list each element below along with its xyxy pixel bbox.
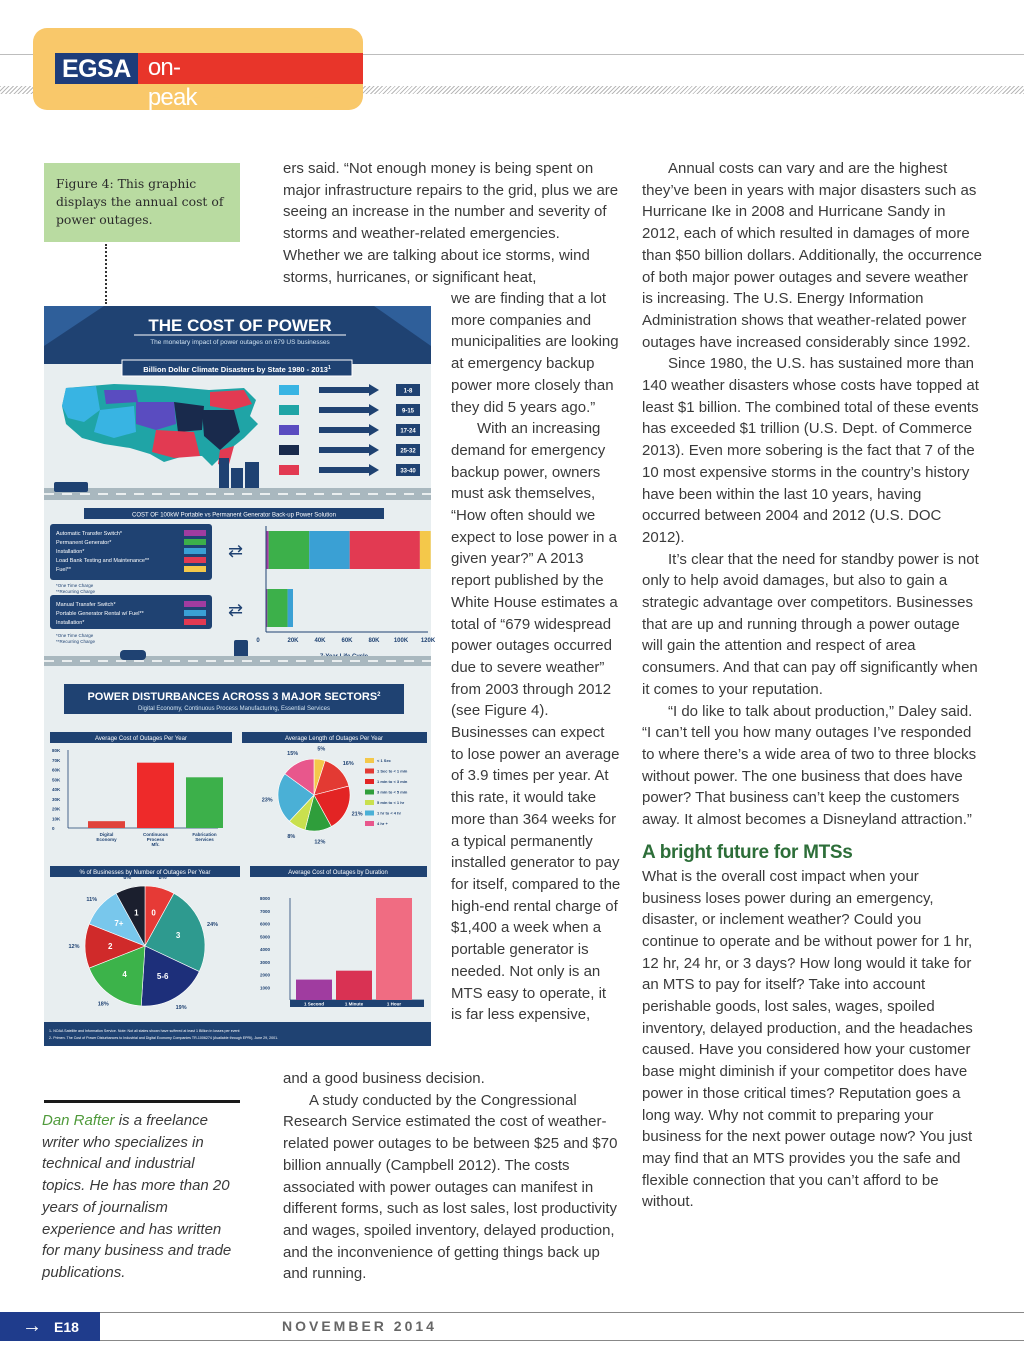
body-narrow-column xyxy=(451,288,621,1026)
chart1-ytick: 70K xyxy=(52,757,61,763)
section-badge xyxy=(33,28,363,110)
chart2-legend-swatch xyxy=(365,821,374,826)
chart2-percent-label: 23% xyxy=(261,797,273,804)
chart3-percent-label: 11% xyxy=(86,897,98,904)
cost-axis-tick: 0 xyxy=(256,638,260,644)
chart1-ytick: 60K xyxy=(52,767,61,773)
portable-item-1: Manual Transfer Switch* xyxy=(56,602,116,608)
lower-paragraph-1: and a good business decision. xyxy=(283,1070,485,1087)
chart2-percent-label: 16% xyxy=(342,760,354,767)
chart4-title: Average Cost of Outages by Duration xyxy=(288,870,388,876)
chart2-percent-label: 12% xyxy=(314,839,326,846)
right-paragraph-1: Annual costs can vary and are the highest they’ve been in years with major disasters such as Hurricane Ike in 2008 and Hurricane Sandy in 2012, each of which resulted in damages of more than $50 billion dollars. Additionally, the occurrence of both major power outages and severe weather is increasing. The U.S. Energy Information Administration shows that weather-related power outages have increased considerably since 1992. xyxy=(642,160,982,351)
footnote-band xyxy=(44,1022,431,1046)
swatch-rental xyxy=(184,610,206,616)
permanent-item-4: Load Bank Testing and Maintenance** xyxy=(56,558,150,564)
swatch-fuel xyxy=(184,566,206,572)
chart1-category-label: Continuous xyxy=(143,832,168,837)
chart2-legend-swatch xyxy=(365,758,374,763)
page-number: E18 xyxy=(54,1318,79,1335)
permanent-item-3: Installation* xyxy=(56,549,85,555)
right-paragraph-3: It’s clear that the need for standby power is not only to help avoid damages, but also to gain a strategic advantage over competitors. Businesses that are up and running through a power outage will gain the attention and respect of area consumers. And that can pay off significantly when it comes to your reputation. xyxy=(642,550,979,698)
swatch-ats xyxy=(184,530,206,536)
chart1-category-label: Economy xyxy=(96,837,117,842)
section-heading: A bright future for MTSs xyxy=(642,841,853,863)
portable-item-3: Installation* xyxy=(56,620,85,626)
chart2-legend-label: 5 min to < 1 hr xyxy=(377,800,405,805)
building-1 xyxy=(219,458,229,488)
caption-leader-line xyxy=(105,244,107,304)
chart4-bar xyxy=(336,971,372,1000)
infographic-footnote-1: 1- NOAA Satellite and Information Service. Note: Not all states shown have suffered at least 1 Billion in losses per event xyxy=(49,1029,240,1033)
infographic-svg xyxy=(44,306,436,1046)
permanent-notes xyxy=(56,583,96,594)
legend-label-4: 25-32 xyxy=(400,448,416,455)
body-lower-column xyxy=(283,1068,619,1285)
lower-paragraph-2: A study conducted by the Congressional Research Service estimated the cost of weather-related power outages to be between $25 and $70 billion annually (Campbell 2012). The costs associated with power outages can manifest in different forms, such as lost sales, lost productivity and wages, spoiled inventory, delayed production, and the inconvenience of getting things back up and running. xyxy=(283,1091,618,1283)
chart3-slice-label: 4 xyxy=(122,970,127,980)
figure-caption: Figure 4: This graphic displays the annual cost of power outages. xyxy=(44,163,240,242)
legend-label-2: 9-15 xyxy=(401,408,415,415)
chart1-ytick: 80K xyxy=(52,748,61,753)
chart4-ytick: 2000 xyxy=(260,972,271,978)
section-name-a: on-peak xyxy=(147,54,197,111)
legend-swatch-4 xyxy=(279,445,299,455)
infographic xyxy=(44,306,436,1046)
chart3-slice-label: 3 xyxy=(175,931,181,941)
chart4-category-label: 1 Minute xyxy=(344,1001,364,1007)
chart3-percent-label: 8% xyxy=(123,875,132,882)
portable-item-2: Portable Generator Rental w/ Fuel** xyxy=(56,611,144,617)
swatch-install xyxy=(184,548,206,554)
chart2-legend-label: < 1 Sec xyxy=(377,758,391,763)
chart3-slice-label: 5-6 xyxy=(156,971,169,981)
permanent-note-2: **Recurring Charge xyxy=(56,589,96,594)
chart1-bar xyxy=(88,821,125,828)
chart3-percent-label: 8% xyxy=(158,875,167,882)
chart4-ytick: 6000 xyxy=(260,921,271,927)
chart1-title: Average Cost of Outages Per Year xyxy=(95,736,187,742)
chart2-legend-label: 1 hr to < 4 hr xyxy=(377,810,402,816)
right-paragraph-2: Since 1980, the U.S. has sustained more than 140 weather disasters whose costs have topped at least $1 billion. The combined total of these events has exceeded $1 trillion (U.S. Dept. of Commerce 2013). Even more sobering is the fact that 7 of the 10 most expensive storms in the country’s history have been within the last 10 years, having occurred between 2004 and 2012 (U.S. DOC 2012). xyxy=(642,355,979,546)
cost-axis-tick: 120K xyxy=(420,638,436,644)
chart4-ytick: 1000 xyxy=(260,985,271,991)
infographic-subtitle: The monetary impact of power outages on 679 US businesses xyxy=(150,339,330,346)
cost-bar-segment xyxy=(309,531,350,569)
chart1-category-label: Services xyxy=(195,837,214,842)
section-name xyxy=(138,53,363,111)
infographic-title: THE COST OF POWER xyxy=(148,316,332,335)
chart2-title: Average Length of Outages Per Year xyxy=(285,736,383,742)
map-region-south xyxy=(152,430,200,458)
issue-date: NOVEMBER 2014 xyxy=(282,1318,437,1334)
chart4-ytick: 4000 xyxy=(260,947,271,952)
chart2-percent-label: 8% xyxy=(287,834,296,841)
chart3-slice-label: 2 xyxy=(107,942,113,951)
building-2 xyxy=(231,468,243,488)
chart2-legend-swatch xyxy=(365,811,374,816)
chart4-ytick: 7000 xyxy=(260,908,271,914)
cost-banner: COST OF 100kW Portable vs Permanent Generator Back-up Power Solution xyxy=(132,512,336,519)
chart4-category-label: 1 Hour xyxy=(386,1001,402,1007)
map-region-plains xyxy=(136,402,176,430)
author-name: Dan Rafter xyxy=(42,1112,115,1129)
chart4-bar xyxy=(296,980,332,1000)
swatch-generator xyxy=(184,539,206,545)
swatch-install-2 xyxy=(184,619,206,625)
map-region-midwest xyxy=(174,402,204,432)
map-banner-sup: 1 xyxy=(327,365,331,371)
truck-icon xyxy=(54,482,88,492)
cost-axis-tick: 80K xyxy=(368,638,380,644)
page-number-box xyxy=(0,1312,100,1341)
disturb-title xyxy=(87,691,381,703)
portable-note-2: **Recurring Charge xyxy=(56,639,96,644)
bio-rule xyxy=(44,1100,240,1103)
permanent-item-5: Fuel** xyxy=(56,567,71,573)
legend-swatch-5 xyxy=(279,465,299,475)
chart1-bar xyxy=(186,777,223,828)
chart3-percent-label: 18% xyxy=(97,1001,109,1008)
swatch-maint xyxy=(184,557,206,563)
chart2-percent-label: 5% xyxy=(317,746,326,753)
chart3-slice-label: 1 xyxy=(134,908,139,918)
chart3-percent-label: 12% xyxy=(68,944,80,950)
legend-label-3: 17-24 xyxy=(400,428,416,435)
chart4-bar xyxy=(376,898,412,1000)
narrow-paragraph-2: With an increasing demand for emergency backup power, owners must ask themselves, “How often should we expect to lose power in a given year?” A 2013 report published by the White House estimates a total of “679 widespread power outages occurred due to severe weather” from 2003 through 2012 (see Figure 4). Businesses can expect to lose power an average of 3.9 times per year. At this rate, it would take more than 364 weeks for a typical permanently installed generator to pay for itself, compared to the high-end rental charge of $1,400 a week when a portable generator is needed. Not only is an MTS easy to operate, it is far less expensive, xyxy=(451,420,621,1024)
swap-arrow-icon: ⇄ xyxy=(228,541,244,561)
chart1-ytick: 50K xyxy=(52,777,61,783)
fuel-pump-icon xyxy=(234,640,248,658)
building-3 xyxy=(245,462,259,488)
swap-arrow-icon-2: ⇄ xyxy=(228,600,244,620)
swatch-mts xyxy=(184,601,206,607)
section-name-b: performance xyxy=(196,84,323,111)
map-banner xyxy=(143,365,331,374)
chart4-ytick: 3000 xyxy=(260,959,271,965)
chart2-legend-label: 4 hr + xyxy=(377,821,388,826)
disturb-title-text: POWER DISTURBANCES ACROSS 3 MAJOR SECTORS xyxy=(87,691,378,703)
chart1-category-label: Digital xyxy=(99,832,114,837)
cost-bar-segment xyxy=(350,531,420,569)
portable-swatches xyxy=(184,601,206,625)
right-paragraph-5: What is the overall cost impact when your business loses power during an emergency, disaster, or inclement weather? Could you continue to operate and be without power for 1 hr, 12 hr, 24 hr, or 3 days? How long would it take for an MTS to pay for itself? Take into account perishable goods, lost sales, wages, spoiled inventory, delayed production, and the headaches caused. Have you considered how your customer base might diminish if your competitor does have power in those critical times? Reputation goes a long way. Why not commit to preparing your business for the next power outage now? You just may find that an MTS provides you the safe and flexible connection that you can’t afford to be without. xyxy=(642,867,973,1211)
right-paragraph-4: “I do like to talk about production,” Daley said. “I can’t tell you how many outages I’ve responded to where there’s a wide area of two to three blocks without power. The one business that does have power? That business can’t keep the customers away. It almost becomes a Disneyland attraction.” xyxy=(642,702,977,829)
portable-note-1: *One Time Charge xyxy=(56,633,94,638)
chart3-percent-label: 19% xyxy=(175,1005,187,1012)
egsa-logo: EGSA xyxy=(55,53,138,84)
disturb-title-sup: 2 xyxy=(377,692,381,698)
infographic-footnote-2: 2- Primen. The Cost of Power Disturbances to Industrial and Digital Economy Companies TR-1006274 (Available through EPRI), June 29, 2001. xyxy=(49,1036,279,1040)
cost-axis-tick: 100K xyxy=(393,638,409,644)
chart1-ytick: 20K xyxy=(52,806,61,812)
map-banner-text: Billion Dollar Climate Disasters by State 1980 - 2013 xyxy=(143,365,328,374)
author-bio-text: is a freelance writer who specializes in technical and industrial topics. He has more than 20 years of journalism experience and has written for many business and trade publications. xyxy=(42,1112,232,1281)
badge-logo xyxy=(55,53,363,111)
chart4-ytick: 5000 xyxy=(260,934,271,940)
chart2-legend-label: 1 Sec to < 1 min xyxy=(377,768,408,774)
permanent-item-2: Permanent Generator* xyxy=(56,540,112,546)
chart1-ytick: 10K xyxy=(52,816,61,822)
chart3-title: % of Businesses by Number of Outages Per Year xyxy=(79,870,211,876)
cost-bar-segment xyxy=(288,589,293,627)
chart2-percent-label: 15% xyxy=(287,751,299,758)
chart2-legend-swatch xyxy=(365,800,374,805)
chart1-bar xyxy=(137,763,174,828)
chart1-category-label: Process xyxy=(146,837,165,842)
cost-axis-tick: 20K xyxy=(287,638,299,644)
cost-bar-segment xyxy=(267,589,287,627)
arrow-right-icon: → xyxy=(22,1315,42,1337)
chart4-ytick: 8000 xyxy=(260,896,271,901)
permanent-note-1: *One Time Charge xyxy=(56,583,94,588)
cost-axis-tick: 60K xyxy=(341,638,353,644)
author-bio xyxy=(42,1110,242,1284)
chart3-slice-label: 0 xyxy=(151,908,156,918)
chart2-legend-swatch xyxy=(365,769,374,774)
cost-bar-segment xyxy=(269,531,310,569)
narrow-paragraph-1: we are finding that a lot more companies and municipalities are looking at emergency backup power more closely than they did 5 years ago.” xyxy=(451,290,619,416)
cost-axis-tick: 40K xyxy=(314,638,326,644)
chart1-ytick: 30K xyxy=(52,796,61,802)
chart1-ytick: 40K xyxy=(52,787,61,792)
chart3-percent-label: 24% xyxy=(207,922,219,929)
chart2-legend-swatch xyxy=(365,779,374,784)
chart2-percent-label: 21% xyxy=(351,811,363,818)
body-wrap-text: ers said. “Not enough money is being spent on major infrastructure repairs to the grid, plus we are seeing an increase in the number and severity of storms and weather-related emergencies. Whether we are talking about ice storms, wind storms, hurricanes, or significant heat, xyxy=(283,160,619,286)
chart4-category-label: 1 Second xyxy=(303,1001,325,1007)
chart1-ytick: 0 xyxy=(52,826,55,831)
permanent-item-1: Automatic Transfer Switch* xyxy=(56,531,123,537)
map-region-north xyxy=(104,390,138,404)
cost-bar-segment xyxy=(420,531,431,569)
chart1-category-label: Mfr. xyxy=(151,842,160,847)
legend-label-5: 33-40 xyxy=(400,468,416,475)
footer-rule-bottom xyxy=(0,1340,1024,1341)
chart2-legend-label: 1 min to < 3 min xyxy=(377,779,408,784)
portable-notes xyxy=(56,633,96,644)
legend-label-1: 1-8 xyxy=(403,388,413,395)
footer-rule-top xyxy=(0,1312,1024,1313)
car-icon xyxy=(120,650,146,660)
chart1-category-label: Fabrication xyxy=(192,832,217,837)
map-region-southwest xyxy=(94,406,136,438)
disturb-subtitle: Digital Economy, Continuous Process Manufacturing, Essential Services xyxy=(138,706,330,712)
chart2-legend-label: 3 min to < 5 min xyxy=(377,789,408,795)
chart2-legend-swatch xyxy=(365,790,374,795)
legend-swatch-2 xyxy=(279,405,299,415)
legend-swatch-1 xyxy=(279,385,299,395)
legend-swatch-3 xyxy=(279,425,299,435)
chart3-slice-label: 7+ xyxy=(114,918,124,928)
body-right-column xyxy=(642,158,982,1213)
